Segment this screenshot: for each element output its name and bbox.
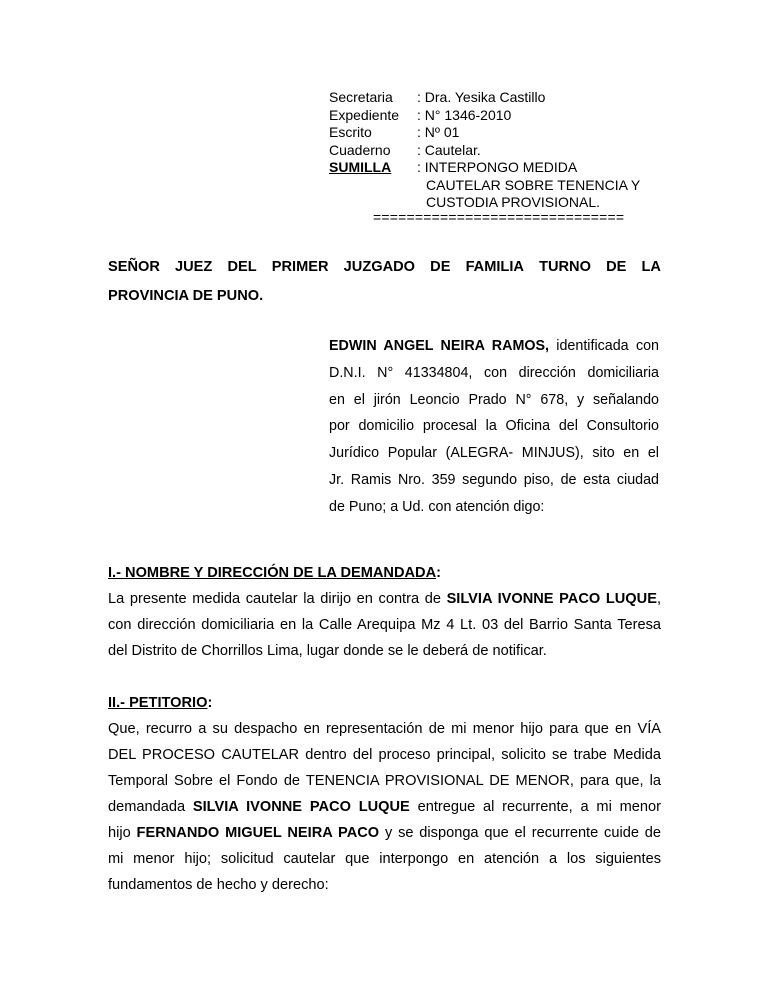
header-row-secretaria	[329, 89, 676, 107]
paragraph-line: con dirección domiciliaria en la Calle Arequipa Mz 4 Lt. 03 del Barrio Santa Teresa	[108, 617, 661, 633]
sumilla-value: : INTERPONGO MEDIDA	[417, 159, 578, 175]
header-value: : Nº 01	[417, 124, 460, 140]
paragraph-line: DEL PROCESO CAUTELAR dentro del proceso principal, solicito se trabe Medida	[108, 747, 661, 763]
addressee-word: DE	[606, 259, 627, 275]
paragraph-line: del Distrito de Chorrillos Lima, lugar donde se le deberá de notificar.	[108, 643, 547, 659]
addressee-line	[108, 253, 661, 282]
addressee-line: PROVINCIA DE PUNO.	[108, 288, 264, 304]
addressee-word: PRIMER	[271, 259, 329, 275]
section-heading: II.- PETITORIO:	[108, 695, 213, 711]
addressee-word: TURNO	[539, 259, 591, 275]
addressee-word: DE	[430, 259, 451, 275]
paragraph-line: La presente medida cautelar la dirijo en contra de SILVIA IVONNE PACO LUQUE,	[108, 591, 661, 607]
identification-paragraph	[329, 333, 659, 521]
paragraph-line: fundamentos de hecho y derecho:	[108, 877, 329, 893]
header-value: : Cautelar.	[417, 141, 481, 158]
sumilla-value: CUSTODIA PROVISIONAL.	[426, 194, 601, 210]
addressee-word: JUZGADO	[343, 259, 416, 275]
section-heading: I.- NOMBRE Y DIRECCIÓN DE LA DEMANDADA:	[108, 565, 441, 581]
paragraph-line: Jr. Ramis Nro. 359 segundo piso, de esta ciudad	[329, 471, 659, 488]
header-value: : Dra. Yesika Castillo	[417, 89, 546, 105]
header-row-escrito	[329, 124, 676, 142]
paragraph-line: D.N.I. N° 41334804, con dirección domiciliaria	[329, 364, 659, 381]
addressee-word: JUEZ	[175, 259, 213, 275]
header-label: Escrito	[329, 124, 372, 140]
addressee-word: SEÑOR	[108, 259, 160, 275]
addressee-word: DEL	[227, 259, 257, 275]
header-row-sumilla	[329, 159, 676, 177]
child-name: FERNANDO MIGUEL NEIRA PACO	[136, 825, 380, 841]
section-petitorio	[108, 690, 661, 898]
paragraph-line: de Puno; a Ud. con atención digo:	[329, 498, 545, 515]
defendant-name: SILVIA IVONNE PACO LUQUE	[446, 591, 657, 607]
case-header	[329, 89, 676, 212]
header-label: Expediente	[329, 106, 400, 123]
sumilla-value: CAUTELAR SOBRE TENENCIA Y	[426, 176, 641, 193]
defendant-name: SILVIA IVONNE PACO LUQUE	[192, 799, 410, 815]
paragraph-line: Temporal Sobre el Fondo de TENENCIA PROVISIONAL DE MENOR, para que, la	[108, 773, 661, 789]
paragraph-line: demandada SILVIA IVONNE PACO LUQUE entregue al recurrente, a mi menor	[108, 799, 661, 815]
paragraph-line: por domicilio procesal la Oficina del Consultorio	[329, 418, 659, 435]
header-separator: ==============================	[373, 209, 625, 225]
paragraph-line: Que, recurro a su despacho en representación de mi menor hijo para que en VÍA	[108, 721, 661, 737]
paragraph-line: Jurídico Popular (ALEGRA- MINJUS), sito en el	[329, 445, 659, 462]
sumilla-label: SUMILLA	[329, 159, 392, 175]
header-row-expediente	[329, 107, 676, 125]
header-label: Secretaria	[329, 89, 393, 105]
paragraph-line: en el jirón Leoncio Prado N° 678, y señalando	[329, 391, 659, 408]
paragraph-line: EDWIN ANGEL NEIRA RAMOS, identificada con	[329, 338, 659, 354]
paragraph-line: hijo FERNANDO MIGUEL NEIRA PACO y se disponga que el recurrente cuide de	[108, 825, 661, 841]
header-row-cuaderno	[329, 142, 676, 160]
addressee-word: FAMILIA	[465, 259, 524, 275]
paragraph-line: mi menor hijo; solicitud cautelar que interpongo en atención a los siguientes	[108, 851, 661, 867]
addressee	[108, 253, 661, 311]
header-label: Cuaderno	[329, 141, 391, 158]
header-value: : N° 1346-2010	[417, 106, 512, 123]
addressee-word: LA	[641, 259, 661, 275]
petitioner-name: EDWIN ANGEL NEIRA RAMOS,	[329, 338, 549, 354]
section-demandada	[108, 560, 661, 664]
